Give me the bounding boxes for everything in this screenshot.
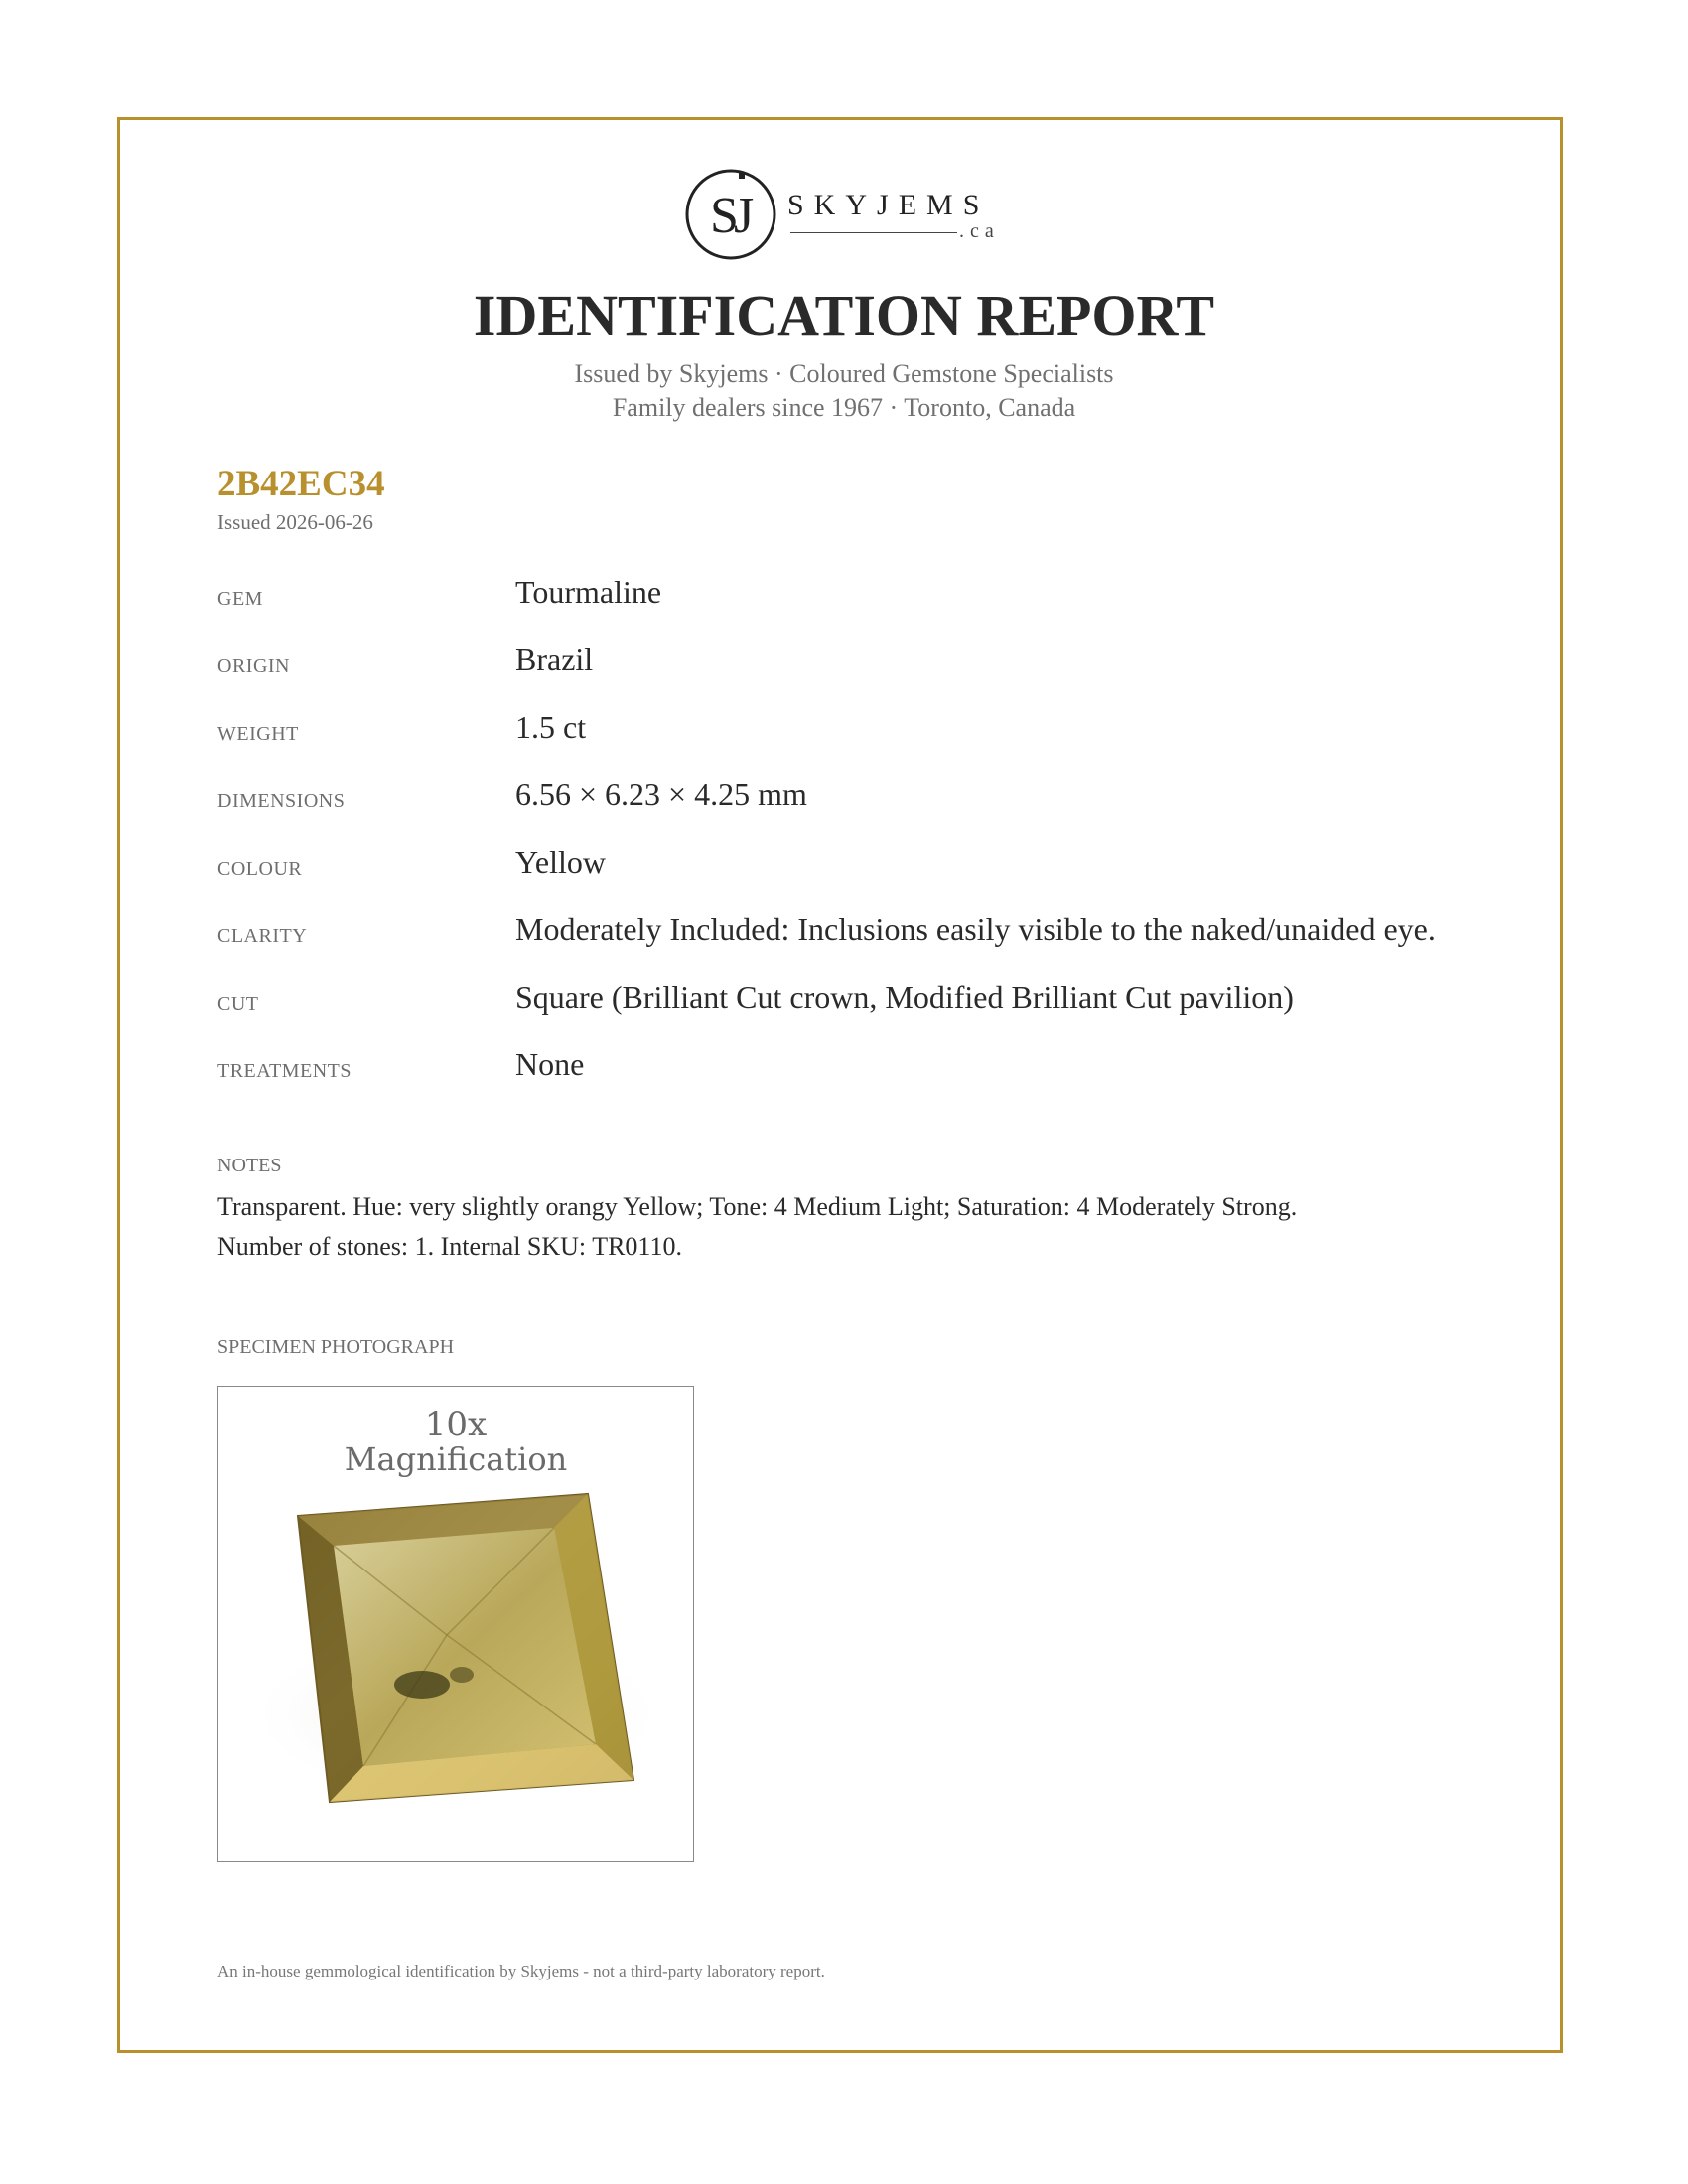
- field-label: DIMENSIONS: [217, 790, 346, 812]
- field-value: None: [515, 1046, 585, 1082]
- field-value: Tourmaline: [515, 574, 662, 610]
- field-value: Square (Brilliant Cut crown, Modified Brilliant Cut pavilion): [515, 979, 1294, 1015]
- field-label: CLARITY: [217, 925, 308, 947]
- field-label: CUT: [217, 993, 259, 1015]
- field-row-cut: [217, 973, 1548, 1040]
- notes-line-1: Transparent. Hue: very slightly orangy Yellow; Tone: 4 Medium Light; Saturation: 4 Moderately Strong.: [217, 1192, 1298, 1221]
- field-value: 6.56 × 6.23 × 4.25 mm: [515, 776, 807, 812]
- field-label: TREATMENTS: [217, 1060, 352, 1082]
- magnification-word: Magnification: [344, 1440, 568, 1478]
- notes-text: [217, 1187, 1508, 1267]
- brand-rule: [790, 232, 957, 233]
- disclaimer: An in-house gemmological identification by Skyjems - not a third-party laboratory report.: [217, 1962, 825, 1980]
- gem-details-list: [217, 568, 1548, 1108]
- field-row-gem: [217, 568, 1548, 635]
- svg-text:S: S: [710, 188, 739, 244]
- brand-suffix: .ca: [959, 220, 1000, 242]
- report-id: 2B42EC34: [217, 464, 385, 504]
- field-label: GEM: [217, 588, 263, 610]
- field-row-dimensions: [217, 770, 1548, 838]
- skyjems-logo: [683, 167, 1001, 262]
- field-label: COLOUR: [217, 858, 303, 880]
- report-title: IDENTIFICATION REPORT: [473, 283, 1215, 347]
- photo-label: SPECIMEN PHOTOGRAPH: [217, 1336, 455, 1358]
- brand-name: SKYJEMS: [787, 189, 990, 221]
- magnification-value: 10x: [424, 1405, 488, 1444]
- field-row-treatments: [217, 1040, 1548, 1108]
- field-row-colour: [217, 838, 1548, 905]
- field-row-clarity: [217, 905, 1548, 973]
- issued-date: Issued 2026-06-26: [217, 510, 373, 534]
- field-row-origin: [217, 635, 1548, 703]
- field-row-weight: [217, 703, 1548, 770]
- field-label: ORIGIN: [217, 655, 290, 677]
- svg-text:J: J: [734, 188, 755, 244]
- location-line: Family dealers since 1967 · Toronto, Canada: [612, 393, 1076, 422]
- field-label: WEIGHT: [217, 723, 299, 745]
- field-value: Yellow: [515, 844, 606, 880]
- issuer-line: Issued by Skyjems · Coloured Gemstone Specialists: [574, 359, 1114, 388]
- sj-monogram-icon: [683, 167, 778, 262]
- field-value: 1.5 ct: [515, 709, 587, 745]
- field-value: Brazil: [515, 641, 594, 677]
- field-value: Moderately Included: Inclusions easily visible to the naked/unaided eye.: [515, 911, 1436, 947]
- notes-label: NOTES: [217, 1155, 282, 1176]
- specimen-photo: [217, 1386, 694, 1862]
- notes-line-2: Number of stones: 1. Internal SKU: TR0110.: [217, 1232, 682, 1261]
